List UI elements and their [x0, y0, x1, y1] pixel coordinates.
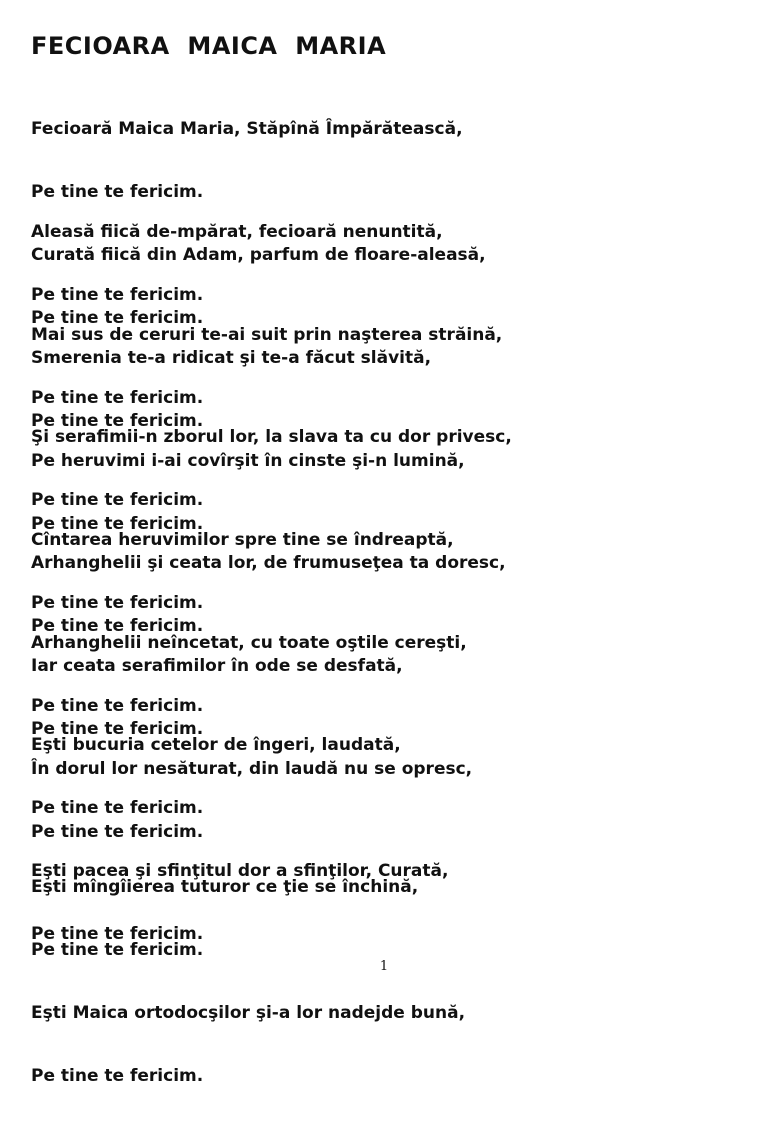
- verse-refrain: Pe tine te fericim.: [31, 719, 204, 739]
- verse-8: [31, 835, 465, 1129]
- verse-refrain: Pe tine te fericim.: [31, 308, 204, 328]
- verse-refrain: Pe tine te fericim.: [31, 1066, 204, 1086]
- verse-line: Eşti Maica ortodocşilor şi-a lor nadejde bună,: [31, 1003, 466, 1023]
- verse-line: Eşti mîngîierea tuturor ce ţie se închină,: [31, 877, 419, 897]
- verse-line: Iar ceata serafimilor în ode se desfată,: [31, 656, 403, 676]
- verse-refrain: Pe tine te fericim.: [31, 285, 204, 305]
- verse-line: Eşti pacea şi sfinţitul dor a sfinţilor, Curată,: [31, 861, 449, 881]
- verse-line: Fecioară Maica Maria, Stăpînă Împărătească,: [31, 119, 463, 139]
- verse-line: Arhanghelii neîncetat, cu toate oştile cereşti,: [31, 633, 467, 653]
- verse-refrain: Pe tine te fericim.: [31, 616, 204, 636]
- verse-line: În dorul lor nesăturat, din laudă nu se opresc,: [31, 759, 473, 779]
- verse-line: Smerenia te-a ridicat şi te-a făcut slăvită,: [31, 348, 432, 368]
- verse-line: Cîntarea heruvimilor spre tine se îndreaptă,: [31, 530, 454, 550]
- verse-refrain: Pe tine te fericim.: [31, 924, 204, 944]
- verse-refrain: Pe tine te fericim.: [31, 940, 204, 960]
- verse-refrain: Pe tine te fericim.: [31, 822, 204, 842]
- document-title: FECIOARA MAICA MARIA: [31, 32, 387, 60]
- verse-refrain: Pe tine te fericim.: [31, 388, 204, 408]
- verse-line: Arhanghelii şi ceata lor, de frumuseţea ta doresc,: [31, 553, 506, 573]
- verse-line: Eşti bucuria cetelor de îngeri, laudată,: [31, 735, 401, 755]
- verse-refrain: Pe tine te fericim.: [31, 411, 204, 431]
- verse-refrain: Pe tine te fericim.: [31, 182, 204, 202]
- verse-refrain: Pe tine te fericim.: [31, 798, 204, 818]
- verse-refrain: Pe tine te fericim.: [31, 696, 204, 716]
- verse-line: Pe heruvimi i-ai covîrşit în cinste şi-n lumină,: [31, 451, 465, 471]
- verse-line: Şi serafimii-n zborul lor, la slava ta cu dor privesc,: [31, 427, 512, 447]
- verse-line: Curată fiică din Adam, parfum de floare-aleasă,: [31, 245, 486, 265]
- verse-refrain: Pe tine te fericim.: [31, 514, 204, 534]
- verse-refrain: Pe tine te fericim.: [31, 490, 204, 510]
- verse-line: Aleasă fiică de-mpărat, fecioară nenuntită,: [31, 222, 443, 242]
- verse-refrain: Pe tine te fericim.: [31, 593, 204, 613]
- verse-line: Mai sus de ceruri te-ai suit prin naşterea străină,: [31, 325, 503, 345]
- page-number: 1: [379, 959, 389, 974]
